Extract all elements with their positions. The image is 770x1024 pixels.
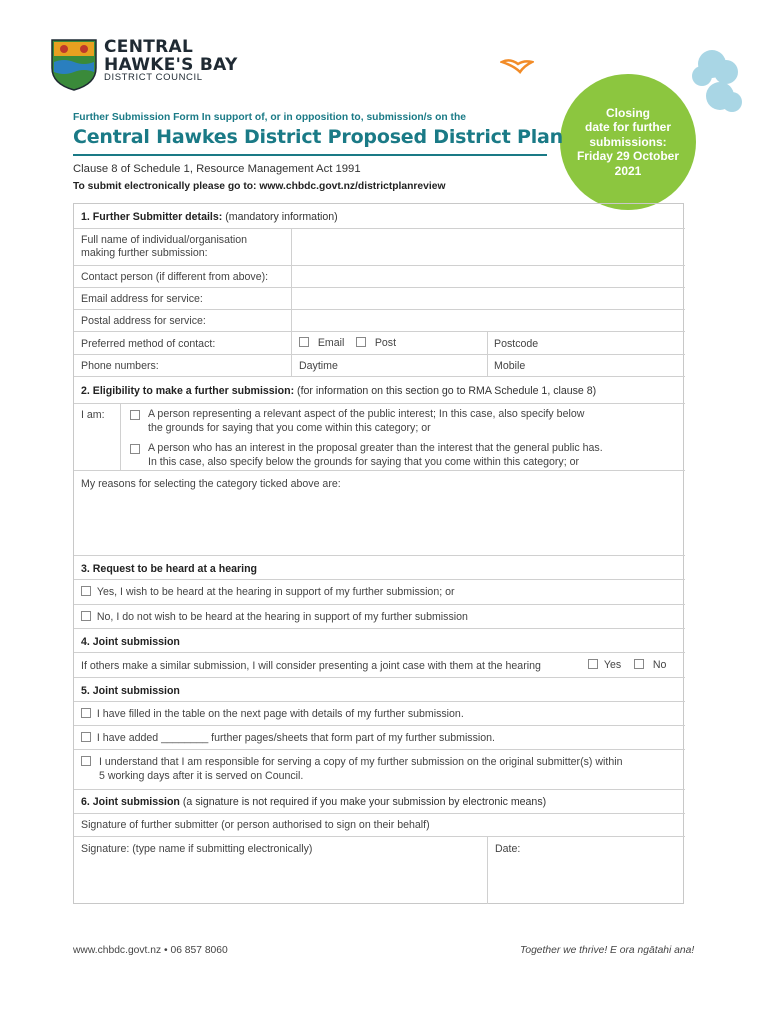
postal-row — [74, 310, 685, 332]
signature-input[interactable] — [74, 857, 486, 903]
preferred-contact-row — [74, 332, 685, 355]
badge-line-5: 2021 — [614, 163, 642, 178]
joint-no-checkbox[interactable] — [634, 659, 644, 669]
badge-line-1: Closing — [606, 105, 650, 120]
postcode-label: Postcode — [494, 338, 539, 350]
postal-label: Postal address for service: — [81, 315, 206, 327]
joint-yes-option[interactable]: Yes — [588, 659, 621, 671]
full-name-label-1: Full name of individual/organisation — [81, 234, 248, 246]
email-option[interactable]: Email — [299, 337, 344, 349]
public-interest-checkbox[interactable] — [130, 410, 140, 420]
email-label: Email address for service: — [81, 293, 203, 305]
section-4-header: 4. Joint submission — [74, 629, 685, 653]
page-title: Central Hawkes District Proposed District Plan — [73, 126, 564, 148]
reasons-textarea[interactable] — [74, 491, 685, 555]
serving-copy-row[interactable] — [74, 750, 685, 790]
signature-heading: Signature of further submitter (or person authorised to sign on their behalf) — [81, 819, 430, 831]
contact-person-input[interactable] — [292, 266, 685, 287]
hearing-no-row[interactable]: No, I do not wish to be heard at the hearing in support of my further submission — [74, 605, 685, 629]
daytime-phone-field[interactable]: Daytime — [299, 360, 338, 372]
hearing-no-checkbox[interactable] — [81, 611, 91, 621]
signature-row — [74, 837, 685, 904]
joint-case-row — [74, 653, 685, 678]
closing-date-badge — [560, 74, 696, 210]
signature-heading-row — [74, 814, 685, 837]
phone-label: Phone numbers: — [81, 360, 159, 372]
logo-wordmark — [104, 38, 238, 74]
contact-person-row — [74, 266, 685, 288]
council-crest-icon — [50, 38, 98, 92]
badge-line-3: submissions: — [589, 134, 667, 149]
hearing-yes-row[interactable]: Yes, I wish to be heard at the hearing in support of my further submission; or — [74, 580, 685, 605]
section-2-header: 2. Eligibility to make a further submission: (for information on this section go to RMA Schedule 1, clause 8) — [74, 377, 685, 404]
greater-interest-checkbox[interactable] — [130, 444, 140, 454]
public-interest-text-1: A person representing a relevant aspect of the public interest; In this case, also specify below — [148, 408, 585, 420]
badge-line-2: date for further — [584, 120, 671, 135]
reasons-label: My reasons for selecting the category ticked above are: — [81, 478, 341, 490]
email-input[interactable] — [292, 288, 685, 309]
post-checkbox[interactable] — [356, 337, 366, 347]
bird-icon — [500, 56, 534, 76]
phone-row — [74, 355, 685, 377]
full-name-row — [74, 229, 685, 266]
joint-case-text: If others make a similar submission, I will consider presenting a joint case with them at the hearing — [81, 660, 541, 672]
full-name-input[interactable] — [292, 229, 685, 265]
submit-instructions: To submit electronically please go to: www.chbdc.govt.nz/districtplanreview — [73, 181, 446, 192]
reasons-row — [74, 471, 685, 556]
mobile-phone-field[interactable]: Mobile — [494, 360, 526, 372]
eligibility-row — [74, 404, 685, 471]
logo-subtitle: DISTRICT COUNCIL — [104, 72, 203, 83]
section-3-header: 3. Request to be heard at a hearing — [74, 556, 685, 580]
title-divider — [73, 154, 547, 156]
submission-form — [73, 203, 684, 904]
preferred-contact-label: Preferred method of contact: — [81, 338, 216, 350]
full-name-label-2: making further submission: — [81, 247, 208, 259]
section-1-header: 1. Further Submitter details: (mandatory information) — [74, 204, 685, 229]
postal-input[interactable] — [292, 310, 685, 331]
logo-line-1: CENTRAL — [104, 37, 194, 57]
signature-label: Signature: (type name if submitting electronically) — [81, 843, 313, 855]
greater-interest-text-1: A person who has an interest in the proposal greater than the interest that the general public has. — [148, 442, 603, 454]
serving-copy-text-1: I understand that I am responsible for serving a copy of my further submission on the original submitter(s) within — [99, 756, 623, 768]
i-am-label: I am: — [81, 409, 105, 421]
date-label: Date: — [495, 843, 521, 855]
greater-interest-text-2: In this case, also specify below the grounds for saying that you come within this category; or — [148, 456, 580, 468]
clause-reference: Clause 8 of Schedule 1, Resource Management Act 1991 — [73, 163, 361, 175]
post-option[interactable]: Post — [356, 337, 396, 349]
email-row — [74, 288, 685, 310]
email-checkbox[interactable] — [299, 337, 309, 347]
joint-yes-checkbox[interactable] — [588, 659, 598, 669]
section-5-header: 5. Joint submission — [74, 678, 685, 702]
table-filled-checkbox[interactable] — [81, 708, 91, 718]
footer-contact: www.chbdc.govt.nz • 06 857 8060 — [73, 945, 228, 956]
serving-copy-checkbox[interactable] — [81, 756, 91, 766]
table-filled-row[interactable]: I have filled in the table on the next page with details of my further submission. — [74, 702, 685, 726]
logo-line-2: HAWKE'S BAY — [104, 55, 238, 75]
footer-tagline: Together we thrive! E ora ngātahi ana! — [520, 945, 695, 956]
contact-person-label: Contact person (if different from above): — [81, 271, 269, 283]
pages-added-checkbox[interactable] — [81, 732, 91, 742]
joint-no-option[interactable]: No — [634, 659, 666, 671]
serving-copy-text-2: 5 working days after it is served on Council. — [99, 770, 304, 782]
public-interest-text-2: the grounds for saying that you come within this category; or — [148, 422, 431, 434]
form-subtitle: Further Submission Form In support of, or in opposition to, submission/s on the — [73, 112, 466, 123]
section-6-header: 6. Joint submission (a signature is not required if you make your submission by electronic means) — [74, 790, 685, 814]
badge-line-4: Friday 29 October — [576, 149, 680, 164]
date-input[interactable] — [488, 857, 684, 903]
pages-added-row[interactable]: I have added ________ further pages/sheets that form part of my further submission. — [74, 726, 685, 750]
hearing-yes-checkbox[interactable] — [81, 586, 91, 596]
